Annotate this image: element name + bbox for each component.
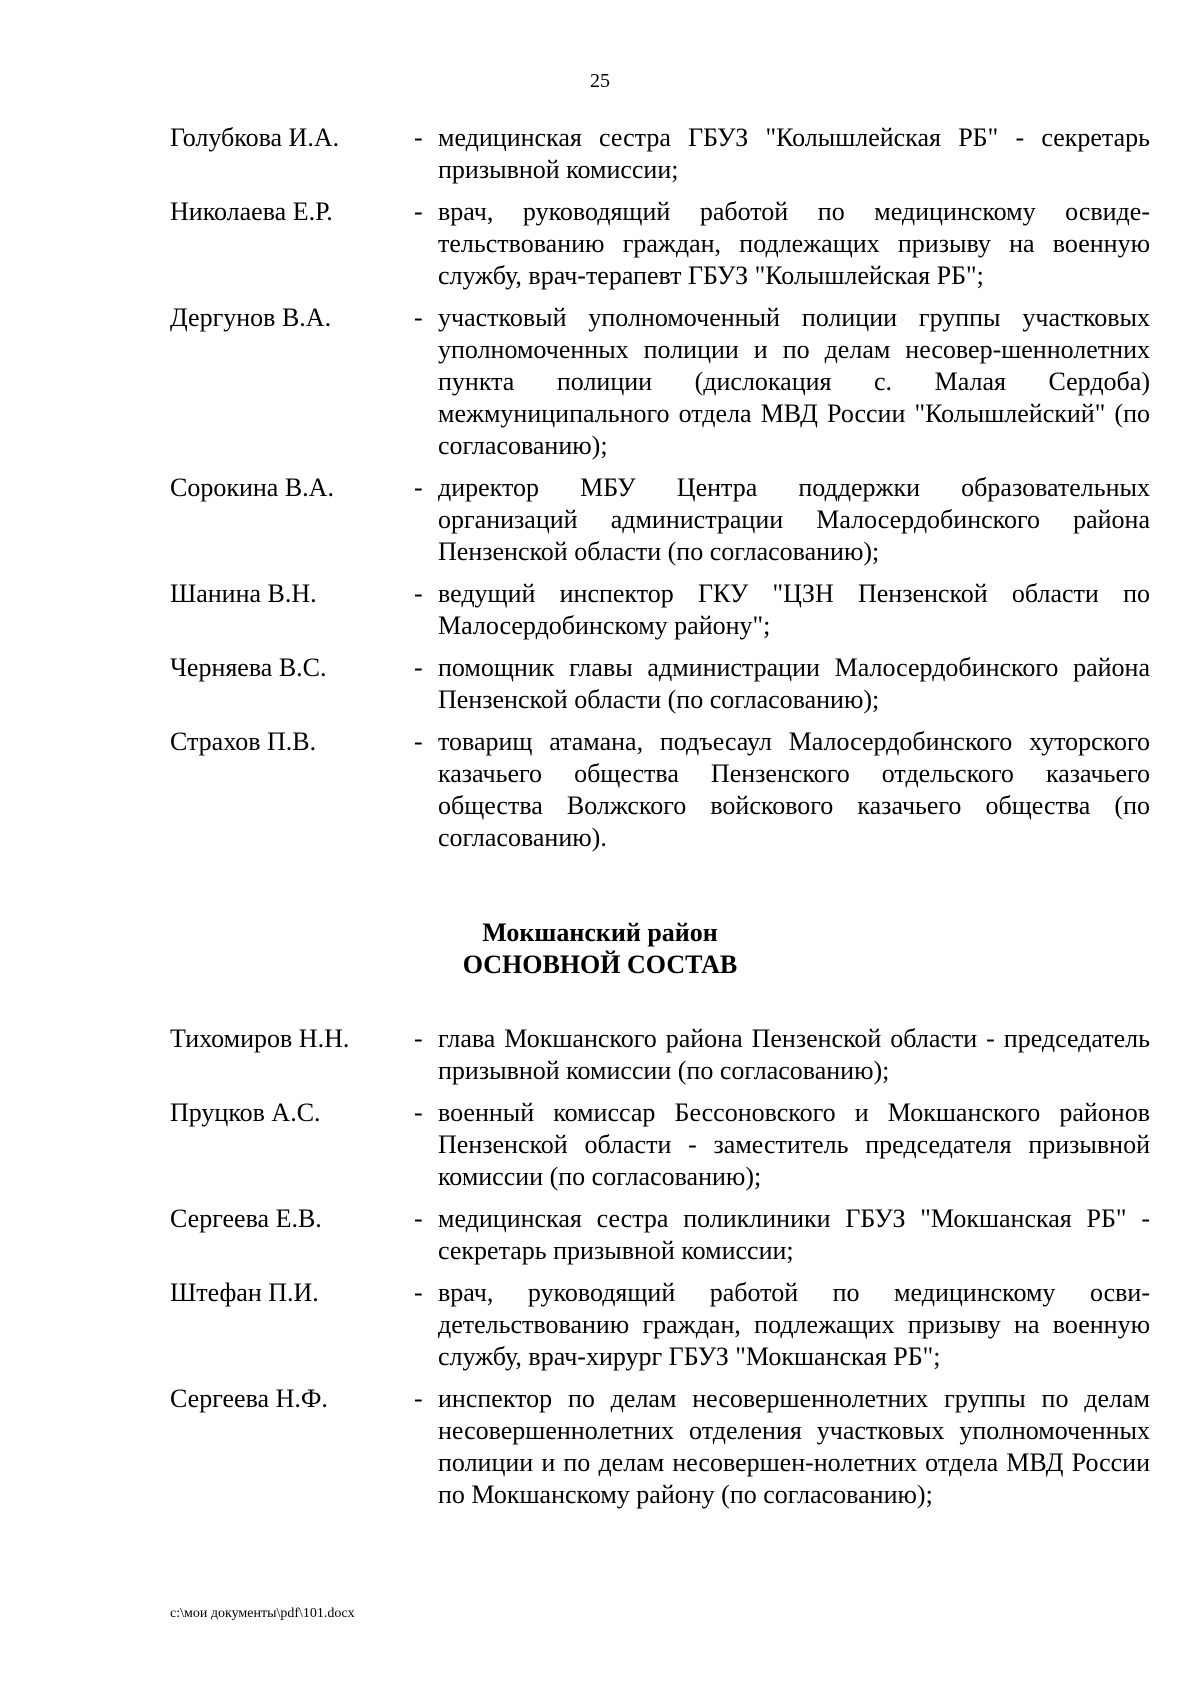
dash: - (414, 1384, 423, 1413)
member-name: Николаева Е.Р. (170, 197, 333, 226)
member-position: врач, руководящий работой по медицинскому осви-детельствованию граждан, подлежащих призыву на военную службу, врач-хирург ГБУЗ "Мокшанская РБ"; (438, 1278, 1150, 1371)
dash: - (414, 1204, 423, 1233)
dash: - (414, 1024, 423, 1053)
dash: - (414, 653, 423, 682)
member-name: Дергунов В.А. (170, 303, 332, 332)
page-number: 25 (590, 70, 610, 92)
member-entry (170, 1277, 1150, 1373)
member-position: инспектор по делам несовершеннолетних группы по делам несовершеннолетних отделения участковых уполномоченных полиции и по делам несовершен-нолетних отдела МВД России по Мокшанскому району (по согласованию); (438, 1384, 1150, 1509)
composition-title: ОСНОВНОЙ СОСТАВ (462, 950, 738, 979)
member-name: Шанина В.Н. (170, 579, 317, 608)
dash: - (414, 197, 423, 226)
dash: - (414, 1278, 423, 1307)
member-name: Черняева В.С. (170, 653, 327, 682)
member-position: участковый уполномоченный полиции группы участковых уполномоченных полиции и по делам несовер-шеннолетних пункта полиции (дислокация с. Малая Сердоба) межмуниципального отдела МВД России "Колышлейский" (по согласованию); (438, 303, 1150, 460)
member-name: Страхов П.В. (170, 727, 317, 756)
member-position: директор МБУ Центра поддержки образовательных организаций администрации Малосердобинского района Пензенской области (по согласованию); (438, 473, 1150, 566)
member-name: Голубкова И.А. (170, 123, 340, 152)
member-position: глава Мокшанского района Пензенской области - председатель призывной комиссии (по согласованию); (438, 1024, 1150, 1085)
member-entry (170, 652, 1150, 716)
dash: - (414, 727, 423, 756)
member-name: Пруцков А.С. (170, 1098, 321, 1127)
dash: - (414, 1098, 423, 1127)
member-entry (170, 726, 1150, 854)
member-entry (170, 302, 1150, 462)
district-title: Мокшанский район (482, 918, 718, 947)
commission-list-2 (170, 1023, 1150, 1521)
member-name: Сергеева Н.Ф. (170, 1384, 328, 1413)
member-name: Сорокина В.А. (170, 473, 334, 502)
dash: - (414, 303, 423, 332)
commission-list-1 (170, 122, 1150, 864)
member-entry (170, 1097, 1150, 1193)
member-entry (170, 1383, 1150, 1511)
member-name: Сергеева Е.В. (170, 1204, 322, 1233)
dash: - (414, 123, 423, 152)
member-position: медицинская сестра ГБУЗ "Колышлейская РБ" - секретарь призывной комиссии; (438, 123, 1150, 184)
member-name: Тихомиров Н.Н. (170, 1024, 350, 1053)
file-path-footer: c:\мои документы\pdf\101.docx (170, 1606, 355, 1621)
member-name: Штефан П.И. (170, 1278, 319, 1307)
member-position: ведущий инспектор ГКУ "ЦЗН Пензенской области по Малосердобинскому району"; (438, 579, 1150, 640)
member-position: товарищ атамана, подъесаул Малосердобинского хуторского казачьего общества Пензенского отдельского казачьего общества Волжского войскового казачьего общества (по согласованию). (438, 727, 1150, 852)
section-heading (0, 917, 1200, 981)
member-entry (170, 578, 1150, 642)
member-position: медицинская сестра поликлиники ГБУЗ "Мокшанская РБ" - секретарь призывной комиссии; (438, 1204, 1150, 1265)
member-position: врач, руководящий работой по медицинскому освиде-тельствованию граждан, подлежащих призыву на военную службу, врач-терапевт ГБУЗ "Колышлейская РБ"; (438, 197, 1150, 290)
member-entry (170, 122, 1150, 186)
member-entry (170, 1203, 1150, 1267)
dash: - (414, 473, 423, 502)
member-position: помощник главы администрации Малосердобинского района Пензенской области (по согласованию); (438, 653, 1150, 714)
member-position: военный комиссар Бессоновского и Мокшанского районов Пензенской области - заместитель председателя призывной комиссии (по согласованию); (438, 1098, 1150, 1191)
member-entry (170, 1023, 1150, 1087)
dash: - (414, 579, 423, 608)
member-entry (170, 472, 1150, 568)
member-entry (170, 196, 1150, 292)
